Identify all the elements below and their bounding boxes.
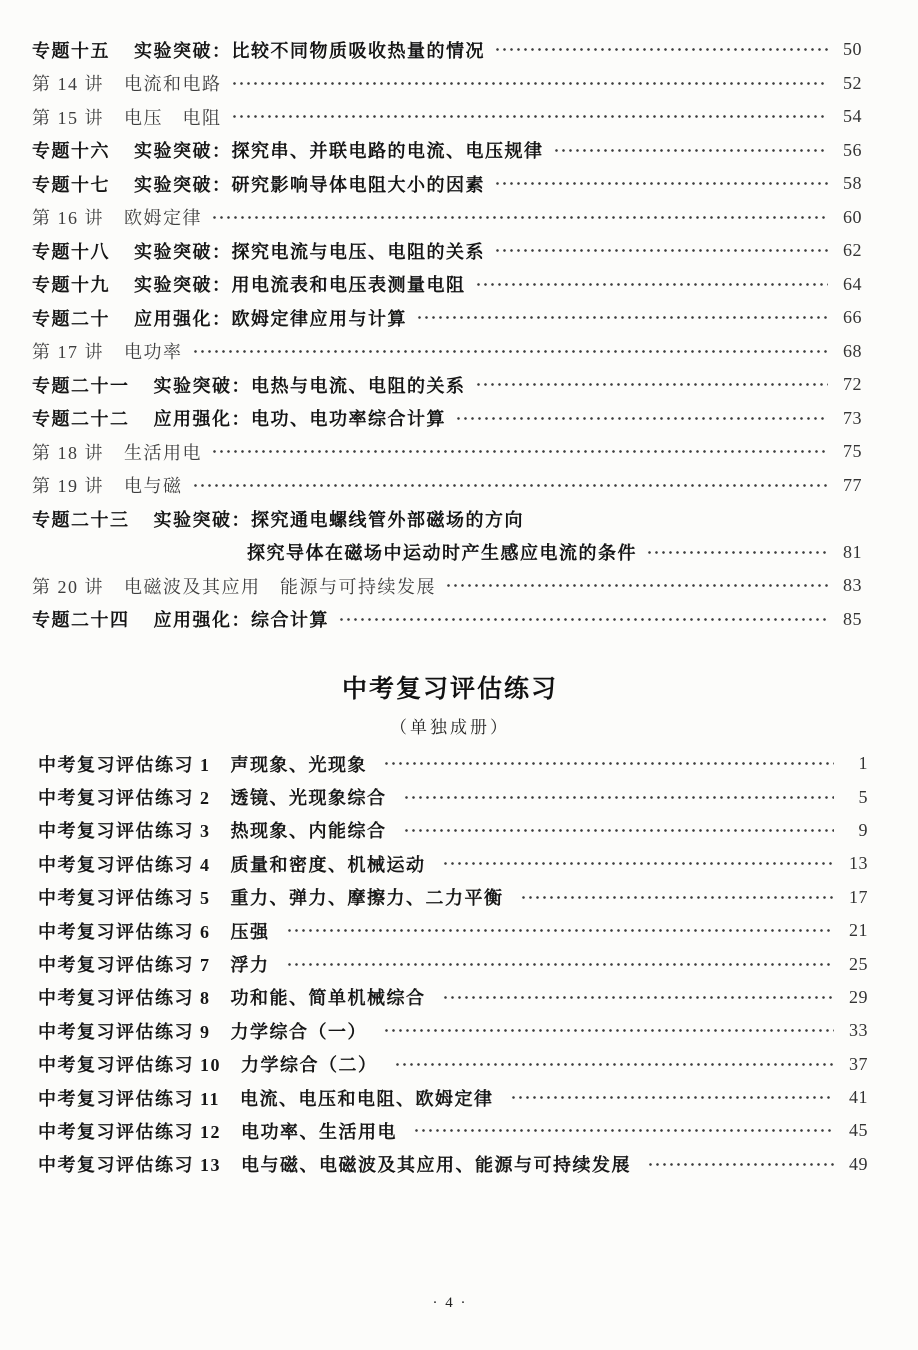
toc-entry — [32, 134, 862, 168]
toc-entry-title: 实验突破：用电流表和电压表测量电阻 — [134, 275, 466, 296]
review-exercise-entry — [38, 1048, 868, 1081]
dot-leader — [231, 81, 829, 86]
dot-leader — [403, 795, 835, 800]
toc-entry — [32, 368, 862, 402]
toc-entry-page-number: 77 — [843, 474, 862, 495]
toc-entry-label: 第 14 讲 — [32, 74, 104, 95]
review-exercise-title: 浮力 — [230, 955, 270, 976]
review-exercise-entry — [38, 1148, 868, 1181]
review-exercise-title: 质量和密度、机械运动 — [230, 854, 426, 875]
toc-entry-title: 应用强化：欧姆定律应用与计算 — [134, 308, 407, 329]
toc-entry-title: 实验突破：探究通电螺线管外部磁场的方向 — [153, 509, 524, 530]
review-exercise-title: 热现象、内能综合 — [230, 821, 387, 842]
review-exercise-label: 中考复习评估练习 6 — [38, 921, 211, 942]
review-exercise-page-number: 17 — [849, 886, 868, 907]
dot-leader — [286, 928, 835, 933]
dot-leader — [394, 1062, 835, 1067]
toc-entry-label: 第 18 讲 — [32, 442, 104, 463]
toc-entry — [32, 33, 862, 67]
review-exercise-page-number: 13 — [849, 853, 868, 874]
review-exercise-entry — [38, 881, 868, 914]
review-exercise-label: 中考复习评估练习 10 — [38, 1055, 221, 1076]
toc-entry — [32, 402, 862, 436]
review-exercise-entry — [38, 1014, 868, 1047]
toc-entry-page-number: 81 — [843, 541, 862, 562]
dot-leader — [442, 995, 835, 1000]
toc-entry-label: 专题二十一 — [32, 375, 130, 396]
review-exercise-title: 压强 — [230, 921, 270, 942]
review-exercise-label: 中考复习评估练习 1 — [38, 754, 211, 775]
review-exercise-label: 中考复习评估练习 5 — [38, 888, 211, 909]
toc-entry-page-number: 73 — [843, 407, 862, 428]
toc-entry-title: 欧姆定律 — [124, 208, 202, 229]
review-exercise-title: 功和能、简单机械综合 — [230, 988, 426, 1009]
toc-entry-label: 第 16 讲 — [32, 208, 104, 229]
toc-entry-title: 实验突破：研究影响导体电阻大小的因素 — [134, 174, 485, 195]
dot-leader — [286, 962, 835, 967]
section-subtitle: （单独成册） — [390, 718, 510, 737]
dot-leader — [494, 47, 828, 52]
review-exercise-title: 电与磁、电磁波及其应用、能源与可持续发展 — [241, 1155, 631, 1176]
dot-leader — [416, 315, 828, 320]
toc-entry — [32, 201, 862, 235]
toc-entry-label: 专题二十二 — [32, 409, 130, 430]
review-exercise-label: 中考复习评估练习 13 — [38, 1155, 221, 1176]
review-exercise-entry — [38, 1081, 868, 1114]
toc-entry — [32, 469, 862, 503]
dot-leader — [192, 349, 829, 354]
toc-entry-title: 实验突破：探究串、并联电路的电流、电压规律 — [134, 141, 544, 162]
review-exercise-page-number: 5 — [858, 786, 868, 807]
review-exercise-label: 中考复习评估练习 3 — [38, 821, 211, 842]
review-exercise-title: 电功率、生活用电 — [241, 1121, 397, 1142]
toc-entry-page-number: 83 — [843, 575, 862, 596]
toc-entry — [32, 502, 862, 536]
toc-entry-title: 应用强化：电功、电功率综合计算 — [153, 409, 446, 430]
dot-leader — [442, 861, 835, 866]
review-exercise-page-number: 1 — [858, 753, 868, 774]
review-exercise-label: 中考复习评估练习 4 — [38, 854, 211, 875]
toc-entry-title: 电磁波及其应用 能源与可持续发展 — [124, 576, 436, 597]
dot-leader — [475, 282, 829, 287]
review-exercise-entry — [38, 914, 868, 947]
toc-entry-page-number: 85 — [843, 608, 862, 629]
toc-entry — [32, 435, 862, 469]
review-exercise-title: 声现象、光现象 — [230, 754, 367, 775]
toc-entry-page-number: 75 — [843, 441, 862, 462]
review-exercise-title: 透镜、光现象综合 — [230, 788, 387, 809]
toc-entry-page-number: 56 — [843, 139, 862, 160]
chapter-toc-list — [32, 33, 862, 636]
dot-leader — [445, 583, 828, 588]
toc-entry — [32, 234, 862, 268]
toc-entry-title: 电功率 — [124, 342, 183, 363]
toc-entry-title: 生活用电 — [124, 442, 202, 463]
dot-leader — [475, 382, 829, 387]
toc-entry-label: 专题十七 — [32, 174, 110, 195]
toc-entry-label: 第 20 讲 — [32, 576, 104, 597]
review-exercise-entry — [38, 981, 868, 1014]
toc-entry-title: 实验突破：探究电流与电压、电阻的关系 — [134, 241, 485, 262]
review-exercise-label: 中考复习评估练习 12 — [38, 1121, 221, 1142]
review-exercise-page-number: 49 — [849, 1153, 868, 1174]
toc-entry-page-number: 62 — [843, 240, 862, 261]
toc-entry-continuation — [32, 536, 862, 570]
toc-entry-label: 专题二十三 — [32, 509, 130, 530]
review-exercise-page-number: 37 — [849, 1053, 868, 1074]
page-number-footer: · 4 · — [432, 1295, 468, 1311]
dot-leader — [192, 483, 829, 488]
toc-entry-title: 电流和电路 — [124, 74, 222, 95]
review-exercise-label: 中考复习评估练习 9 — [38, 1021, 211, 1042]
toc-entry — [32, 67, 862, 101]
review-exercise-page-number: 25 — [849, 953, 868, 974]
toc-entry-title: 应用强化：综合计算 — [153, 610, 329, 631]
toc-entry-label: 专题十八 — [32, 241, 110, 262]
dot-leader — [211, 215, 828, 220]
toc-entry — [32, 301, 862, 335]
review-exercise-page-number: 33 — [849, 1020, 868, 1041]
toc-entry-page-number: 64 — [843, 273, 862, 294]
review-exercise-entry — [38, 747, 868, 780]
toc-entry-page-number: 66 — [843, 307, 862, 328]
toc-entry-title: 电压 电阻 — [124, 107, 222, 128]
review-exercise-page-number: 21 — [849, 920, 868, 941]
review-exercise-page-number: 45 — [849, 1120, 868, 1141]
toc-entry — [32, 603, 862, 637]
toc-entry-page-number: 54 — [843, 106, 862, 127]
dot-leader — [553, 148, 829, 153]
review-exercise-entry — [38, 847, 868, 880]
dot-leader — [338, 617, 828, 622]
toc-entry — [32, 100, 862, 134]
toc-entry — [32, 335, 862, 369]
toc-entry-page-number: 60 — [843, 206, 862, 227]
toc-entry-title: 实验突破：电热与电流、电阻的关系 — [153, 375, 466, 396]
toc-entry-page-number: 52 — [843, 72, 862, 93]
dot-leader — [510, 1095, 834, 1100]
toc-entry-page-number: 68 — [843, 340, 862, 361]
review-exercise-title: 电流、电压和电阻、欧姆定律 — [240, 1088, 494, 1109]
toc-entry-label: 专题二十四 — [32, 610, 130, 631]
section-title: 中考复习评估练习 — [341, 676, 558, 703]
dot-leader — [494, 181, 828, 186]
review-exercise-entry — [38, 814, 868, 847]
dot-leader — [494, 248, 828, 253]
review-exercise-label: 中考复习评估练习 8 — [38, 988, 211, 1009]
toc-entry-label: 第 19 讲 — [32, 476, 104, 497]
toc-entry — [32, 167, 862, 201]
toc-entry-label: 专题二十 — [32, 308, 110, 329]
dot-leader — [383, 761, 834, 766]
toc-entry-page-number: 72 — [843, 374, 862, 395]
dot-leader — [211, 449, 828, 454]
toc-entry-label: 专题十五 — [32, 40, 110, 61]
review-exercise-label: 中考复习评估练习 11 — [38, 1088, 221, 1109]
dot-leader — [646, 550, 828, 555]
dot-leader — [383, 1028, 834, 1033]
review-exercise-page-number: 9 — [858, 819, 868, 840]
toc-entry-label: 专题十九 — [32, 275, 110, 296]
toc-entry-label: 第 17 讲 — [32, 342, 104, 363]
toc-entry-title: 电与磁 — [124, 476, 183, 497]
dot-leader — [647, 1162, 834, 1167]
review-exercise-title: 力学综合（二） — [241, 1055, 378, 1076]
toc-entry-label: 专题十六 — [32, 141, 110, 162]
review-exercise-page-number: 29 — [849, 986, 868, 1007]
toc-entry — [32, 569, 862, 603]
toc-entry-label: 第 15 讲 — [32, 107, 104, 128]
dot-leader — [231, 114, 829, 119]
toc-entry-title: 实验突破：比较不同物质吸收热量的情况 — [134, 40, 485, 61]
dot-leader — [520, 895, 835, 900]
review-exercise-entry — [38, 780, 868, 813]
review-exercise-entry — [38, 947, 868, 980]
review-exercise-list — [38, 747, 868, 1181]
toc-entry-continuation-title: 探究导体在磁场中运动时产生感应电流的条件 — [247, 543, 637, 564]
toc-entry-page-number: 50 — [843, 39, 862, 60]
review-exercise-entry — [38, 1114, 868, 1147]
review-exercise-page-number: 41 — [849, 1087, 868, 1108]
review-exercise-label: 中考复习评估练习 7 — [38, 955, 211, 976]
toc-entry-page-number: 58 — [843, 173, 862, 194]
review-exercise-title: 重力、弹力、摩擦力、二力平衡 — [230, 888, 504, 909]
toc-entry — [32, 268, 862, 302]
review-exercise-label: 中考复习评估练习 2 — [38, 788, 211, 809]
review-exercise-title: 力学综合（一） — [230, 1021, 367, 1042]
dot-leader — [403, 828, 835, 833]
dot-leader — [455, 416, 828, 421]
dot-leader — [413, 1128, 834, 1133]
